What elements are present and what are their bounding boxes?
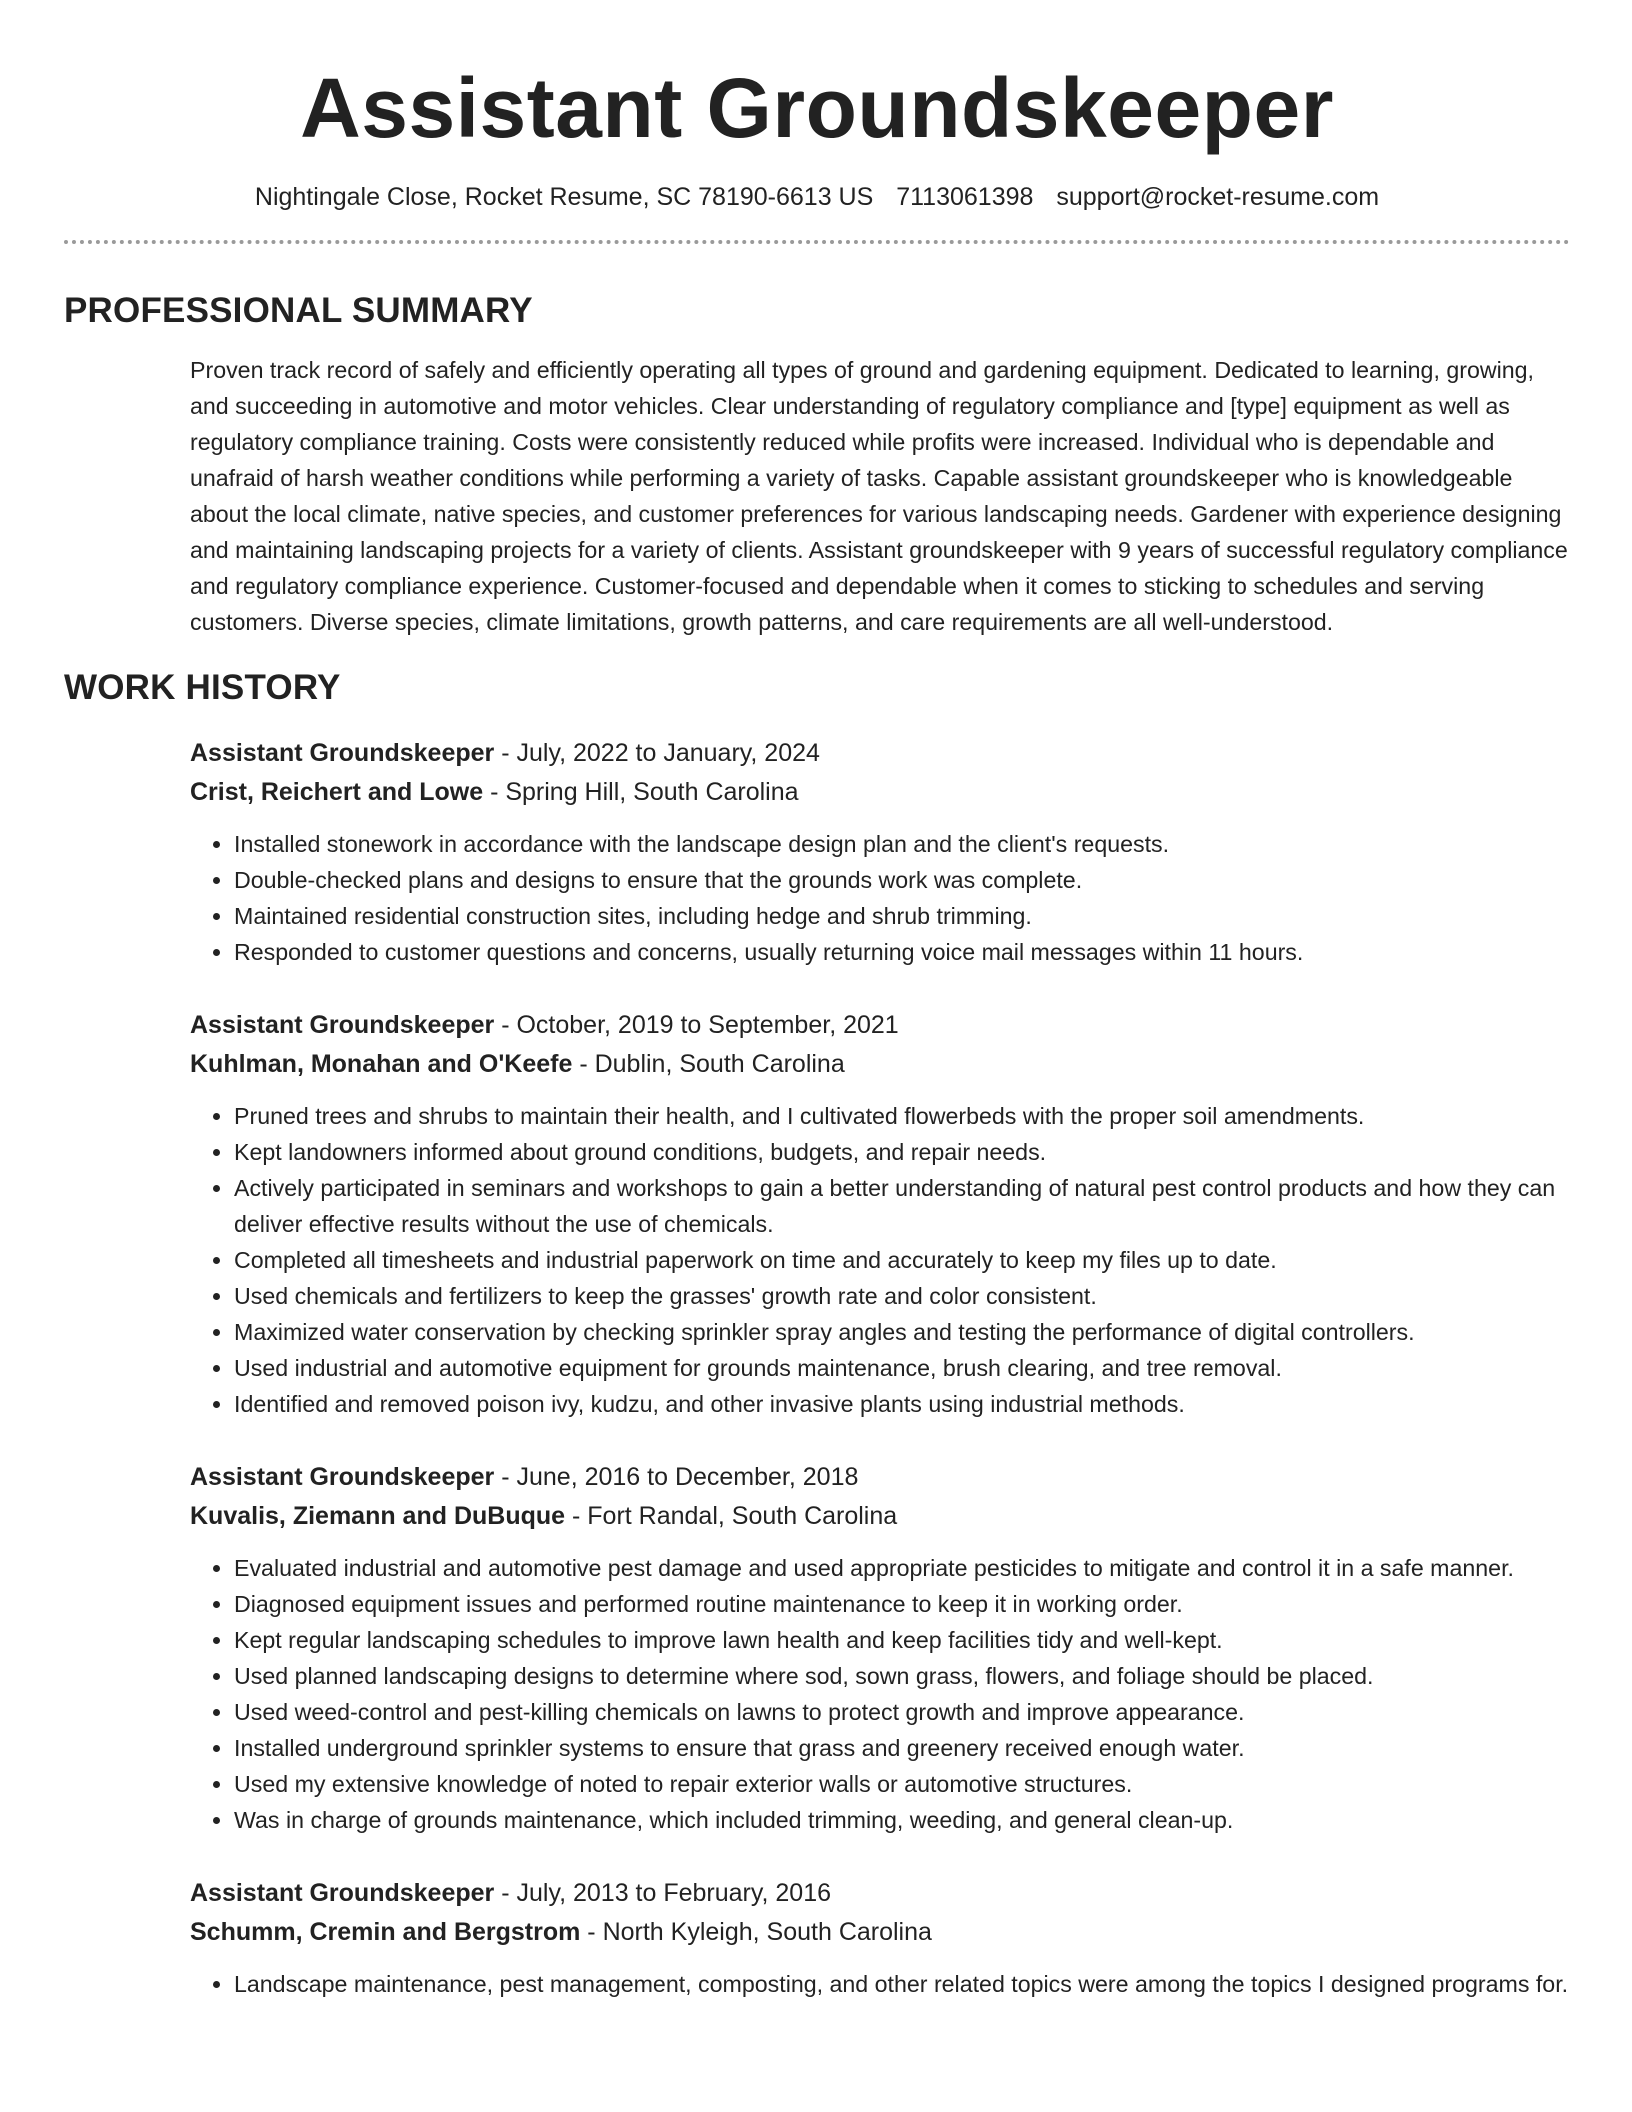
job-entry	[190, 1006, 1570, 1422]
header-divider	[64, 240, 1570, 244]
job-bullet: • Kept regular landscaping schedules to improve lawn health and keep facilities tidy and well-kept.	[234, 1622, 1570, 1658]
job-company-line	[190, 773, 1570, 812]
job-bullet: • Used weed-control and pest-killing chemicals on lawns to protect growth and improve appearance.	[234, 1694, 1570, 1730]
job-bullet: • Double-checked plans and designs to ensure that the grounds work was complete.	[234, 862, 1570, 898]
job-company: Kuhlman, Monahan and O'Keefe	[190, 1050, 573, 1078]
work-history-list	[64, 734, 1570, 2002]
job-entry	[190, 1458, 1570, 1838]
job-title-line	[190, 1874, 1570, 1913]
job-title-line	[190, 734, 1570, 773]
summary-text: Proven track record of safely and efficiently operating all types of ground and gardening equipment. Dedicated to learning, growing, and succeeding in automotive and motor vehicles. Clear understanding of regulatory compliance and [type] equipment as well as regulatory compliance training. Costs were consistently reduced while profits were increased. Individual who is dependable and unafraid of harsh weather conditions while performing a variety of tasks. Capable assistant groundskeeper who is knowledgeable about the local climate, native species, and customer preferences for various landscaping needs. Gardener with experience designing and maintaining landscaping projects for a variety of clients. Assistant groundskeeper with 9 years of successful regulatory compliance and regulatory compliance experience. Customer-focused and dependable when it comes to sticking to schedules and serving customers. Diverse species, climate limitations, growth patterns, and care requirements are all well-understood.	[190, 357, 1568, 635]
job-dates: - June, 2016 to December, 2018	[494, 1463, 859, 1491]
job-bullet: • Used planned landscaping designs to determine where sod, sown grass, flowers, and foliage should be placed.	[234, 1658, 1570, 1694]
job-company-line	[190, 1913, 1570, 1952]
contact-phone: 7113061398	[896, 183, 1034, 211]
summary-section-title: PROFESSIONAL SUMMARY	[64, 291, 533, 330]
job-bullet: • Kept landowners informed about ground conditions, budgets, and repair needs.	[234, 1134, 1570, 1170]
job-dates: - October, 2019 to September, 2021	[494, 1011, 899, 1039]
job-bullet: • Evaluated industrial and automotive pest damage and used appropriate pesticides to mitigate and control it in a safe manner.	[234, 1550, 1570, 1586]
job-dates: - July, 2022 to January, 2024	[494, 739, 820, 767]
job-title-line	[190, 1006, 1570, 1045]
job-role: Assistant Groundskeeper	[190, 1463, 495, 1491]
job-company: Kuvalis, Ziemann and DuBuque	[190, 1502, 566, 1530]
job-dates: - July, 2013 to February, 2016	[494, 1879, 832, 1907]
job-bullet: • Installed stonework in accordance with the landscape design plan and the client's requests.	[234, 826, 1570, 862]
job-location: - Spring Hill, South Carolina	[483, 778, 799, 806]
job-role: Assistant Groundskeeper	[190, 1879, 495, 1907]
job-bullet: • Used industrial and automotive equipment for grounds maintenance, brush clearing, and tree removal.	[234, 1350, 1570, 1386]
job-company: Schumm, Cremin and Bergstrom	[190, 1918, 581, 1946]
job-bullet-list	[190, 826, 1570, 970]
job-bullet: • Installed underground sprinkler systems to ensure that grass and greenery received enough water.	[234, 1730, 1570, 1766]
job-role: Assistant Groundskeeper	[190, 739, 495, 767]
job-location: - Dublin, South Carolina	[572, 1050, 845, 1078]
contact-address: Nightingale Close, Rocket Resume, SC 78190-6613 US	[254, 183, 874, 211]
job-location: - North Kyleigh, South Carolina	[580, 1918, 932, 1946]
job-bullet: • Used my extensive knowledge of noted to repair exterior walls or automotive structures.	[234, 1766, 1570, 1802]
job-title-line	[190, 1458, 1570, 1497]
job-company: Crist, Reichert and Lowe	[190, 778, 484, 806]
job-bullet: • Maintained residential construction sites, including hedge and shrub trimming.	[234, 898, 1570, 934]
resume-page	[64, 0, 1570, 2002]
job-entry	[190, 1874, 1570, 2002]
job-role: Assistant Groundskeeper	[190, 1011, 495, 1039]
job-bullet: • Diagnosed equipment issues and performed routine maintenance to keep it in working order.	[234, 1586, 1570, 1622]
job-entry	[190, 734, 1570, 970]
job-location: - Fort Randal, South Carolina	[565, 1502, 898, 1530]
job-bullet-list	[190, 1098, 1570, 1422]
job-bullet: • Maximized water conservation by checking sprinkler spray angles and testing the performance of digital controllers.	[234, 1314, 1570, 1350]
work-section-title: WORK HISTORY	[64, 668, 341, 707]
job-company-line	[190, 1045, 1570, 1084]
job-bullet: • Identified and removed poison ivy, kudzu, and other invasive plants using industrial methods.	[234, 1386, 1570, 1422]
job-bullet: • Completed all timesheets and industrial paperwork on time and accurately to keep my files up to date.	[234, 1242, 1570, 1278]
job-bullet: • Responded to customer questions and concerns, usually returning voice mail messages within 11 hours.	[234, 934, 1570, 970]
job-company-line	[190, 1497, 1570, 1536]
contact-line	[64, 180, 1570, 214]
job-bullet-list	[190, 1966, 1570, 2002]
job-bullet: • Actively participated in seminars and workshops to gain a better understanding of natural pest control products and how they can deliver effective results without the use of chemicals.	[234, 1170, 1570, 1242]
resume-name: Assistant Groundskeeper	[300, 61, 1334, 155]
contact-email: support@rocket-resume.com	[1056, 183, 1380, 211]
job-bullet: • Was in charge of grounds maintenance, which included trimming, weeding, and general clean-up.	[234, 1802, 1570, 1838]
job-bullet: • Used chemicals and fertilizers to keep the grasses' growth rate and color consistent.	[234, 1278, 1570, 1314]
job-bullet-list	[190, 1550, 1570, 1838]
job-bullet: • Landscape maintenance, pest management, composting, and other related topics were among the topics I designed programs for.	[234, 1966, 1570, 2002]
job-bullet: • Pruned trees and shrubs to maintain their health, and I cultivated flowerbeds with the proper soil amendments.	[234, 1098, 1570, 1134]
